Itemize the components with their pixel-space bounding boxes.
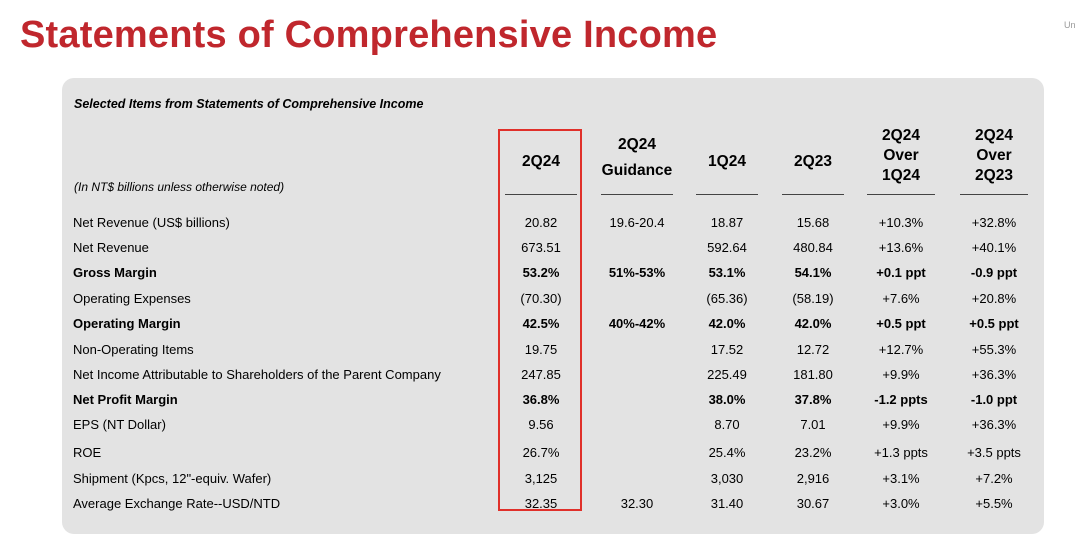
table-cell: 38.0% <box>708 392 746 407</box>
table-cell: 3,030 <box>710 471 744 486</box>
table-cell: 36.8% <box>522 392 560 407</box>
row-label: EPS (NT Dollar) <box>73 417 166 432</box>
table-cell: +32.8% <box>971 215 1017 230</box>
table-cell: +36.3% <box>971 367 1017 382</box>
table-cell: +9.9% <box>882 367 920 382</box>
table-cell: +3.0% <box>882 496 920 511</box>
column-header-line: Over <box>976 147 1012 164</box>
column-header <box>597 135 677 181</box>
table-cell: +36.3% <box>971 417 1017 432</box>
table-cell: 9.56 <box>528 417 554 432</box>
table-cell: 53.1% <box>708 265 746 280</box>
table-cell: +7.2% <box>975 471 1013 486</box>
table-cell: 3,125 <box>524 471 558 486</box>
table-cell: 26.7% <box>522 445 560 460</box>
table-cell: +0.5 ppt <box>876 316 926 331</box>
table-cell: 51%-53% <box>608 265 666 280</box>
table-cell: 247.85 <box>521 367 561 382</box>
table-cell: 19.75 <box>524 342 558 357</box>
header-underline <box>867 194 935 195</box>
table-cell: 12.72 <box>796 342 830 357</box>
column-header-line: 2Q24 <box>522 153 560 170</box>
column-header-line: Over <box>883 147 919 164</box>
column-header-line: 2Q24 <box>975 127 1013 144</box>
table-cell: 480.84 <box>793 240 833 255</box>
header-underline <box>601 194 673 195</box>
header-underline <box>960 194 1028 195</box>
table-cell: +10.3% <box>878 215 924 230</box>
page-title: Statements of Comprehensive Income <box>20 14 718 56</box>
table-cell: 15.68 <box>796 215 830 230</box>
table-cell: 8.70 <box>714 417 740 432</box>
table-cell: 592.64 <box>707 240 747 255</box>
row-label: Net Revenue <box>73 240 149 255</box>
table-cell: (58.19) <box>792 291 834 306</box>
table-cell: +9.9% <box>882 417 920 432</box>
table-cell: 30.67 <box>796 496 830 511</box>
table-cell: 32.35 <box>524 496 558 511</box>
column-header-line: 1Q24 <box>882 167 920 184</box>
column-header <box>956 126 1032 186</box>
table-row <box>0 288 1080 310</box>
table-cell: 181.80 <box>793 367 833 382</box>
table-cell: -1.0 ppt <box>970 392 1018 407</box>
table-cell: 673.51 <box>521 240 561 255</box>
table-cell: 42.5% <box>522 316 560 331</box>
table-subtitle: Selected Items from Statements of Comprehensive Income <box>74 97 424 111</box>
row-label: Shipment (Kpcs, 12"-equiv. Wafer) <box>73 471 272 486</box>
row-label: Non-Operating Items <box>73 342 194 357</box>
table-cell: 42.0% <box>794 316 832 331</box>
table-row <box>0 262 1080 284</box>
table-cell: 42.0% <box>708 316 746 331</box>
table-cell: -0.9 ppt <box>970 265 1018 280</box>
table-cell: 37.8% <box>794 392 832 407</box>
column-header <box>778 152 848 172</box>
row-label: Net Revenue (US$ billions) <box>73 215 230 230</box>
table-cell: (65.36) <box>706 291 748 306</box>
row-label: Operating Expenses <box>73 291 191 306</box>
table-cell: +1.3 ppts <box>874 445 928 460</box>
table-cell: -1.2 ppts <box>874 392 928 407</box>
table-cell: +55.3% <box>971 342 1017 357</box>
table-cell: 2,916 <box>796 471 830 486</box>
column-header <box>692 152 762 172</box>
table-cell: 40%-42% <box>608 316 666 331</box>
table-row <box>0 442 1080 464</box>
table-cell: +13.6% <box>878 240 924 255</box>
row-label: Operating Margin <box>73 316 181 331</box>
row-label: Net Income Attributable to Shareholders of the Parent Company <box>73 367 441 382</box>
column-header-line: Guidance <box>601 162 673 179</box>
row-label: Average Exchange Rate--USD/NTD <box>73 496 281 511</box>
column-header-line: 2Q23 <box>794 153 832 170</box>
column-header-line: 2Q23 <box>975 167 1013 184</box>
column-header-line: 1Q24 <box>708 153 746 170</box>
table-cell: 54.1% <box>794 265 832 280</box>
header-underline <box>696 194 758 195</box>
table-row <box>0 313 1080 335</box>
table-cell: +3.1% <box>882 471 920 486</box>
table-cell: +7.6% <box>882 291 920 306</box>
table-cell: 225.49 <box>707 367 747 382</box>
table-cell: 23.2% <box>794 445 832 460</box>
table-cell: +12.7% <box>878 342 924 357</box>
table-cell: +20.8% <box>971 291 1017 306</box>
column-header-line: 2Q24 <box>618 136 656 153</box>
table-cell: 32.30 <box>620 496 654 511</box>
table-cell: +40.1% <box>971 240 1017 255</box>
table-cell: +3.5 ppts <box>967 445 1021 460</box>
unit-note: (In NT$ billions unless otherwise noted) <box>74 180 285 194</box>
corner-text: Un <box>1064 20 1076 30</box>
table-cell: 25.4% <box>708 445 746 460</box>
table-row <box>0 414 1080 436</box>
table-cell: 7.01 <box>800 417 826 432</box>
table-cell: 19.6-20.4 <box>609 215 665 230</box>
table-cell: +5.5% <box>975 496 1013 511</box>
table-cell: +0.1 ppt <box>876 265 926 280</box>
column-header-line: 2Q24 <box>882 127 920 144</box>
column-header <box>863 126 939 186</box>
table-cell: (70.30) <box>520 291 562 306</box>
table-row <box>0 364 1080 386</box>
table-cell: 17.52 <box>710 342 744 357</box>
table-cell: 31.40 <box>710 496 744 511</box>
table-row <box>0 237 1080 259</box>
header-underline <box>782 194 844 195</box>
table-cell: 20.82 <box>524 215 558 230</box>
row-label: Gross Margin <box>73 265 157 280</box>
table-cell: 18.87 <box>710 215 744 230</box>
table-row <box>0 493 1080 515</box>
row-label: Net Profit Margin <box>73 392 178 407</box>
table-row <box>0 212 1080 234</box>
table-row <box>0 339 1080 361</box>
table-row <box>0 389 1080 411</box>
table-row <box>0 468 1080 490</box>
row-label: ROE <box>73 445 102 460</box>
table-cell: 53.2% <box>522 265 560 280</box>
table-cell: +0.5 ppt <box>969 316 1019 331</box>
